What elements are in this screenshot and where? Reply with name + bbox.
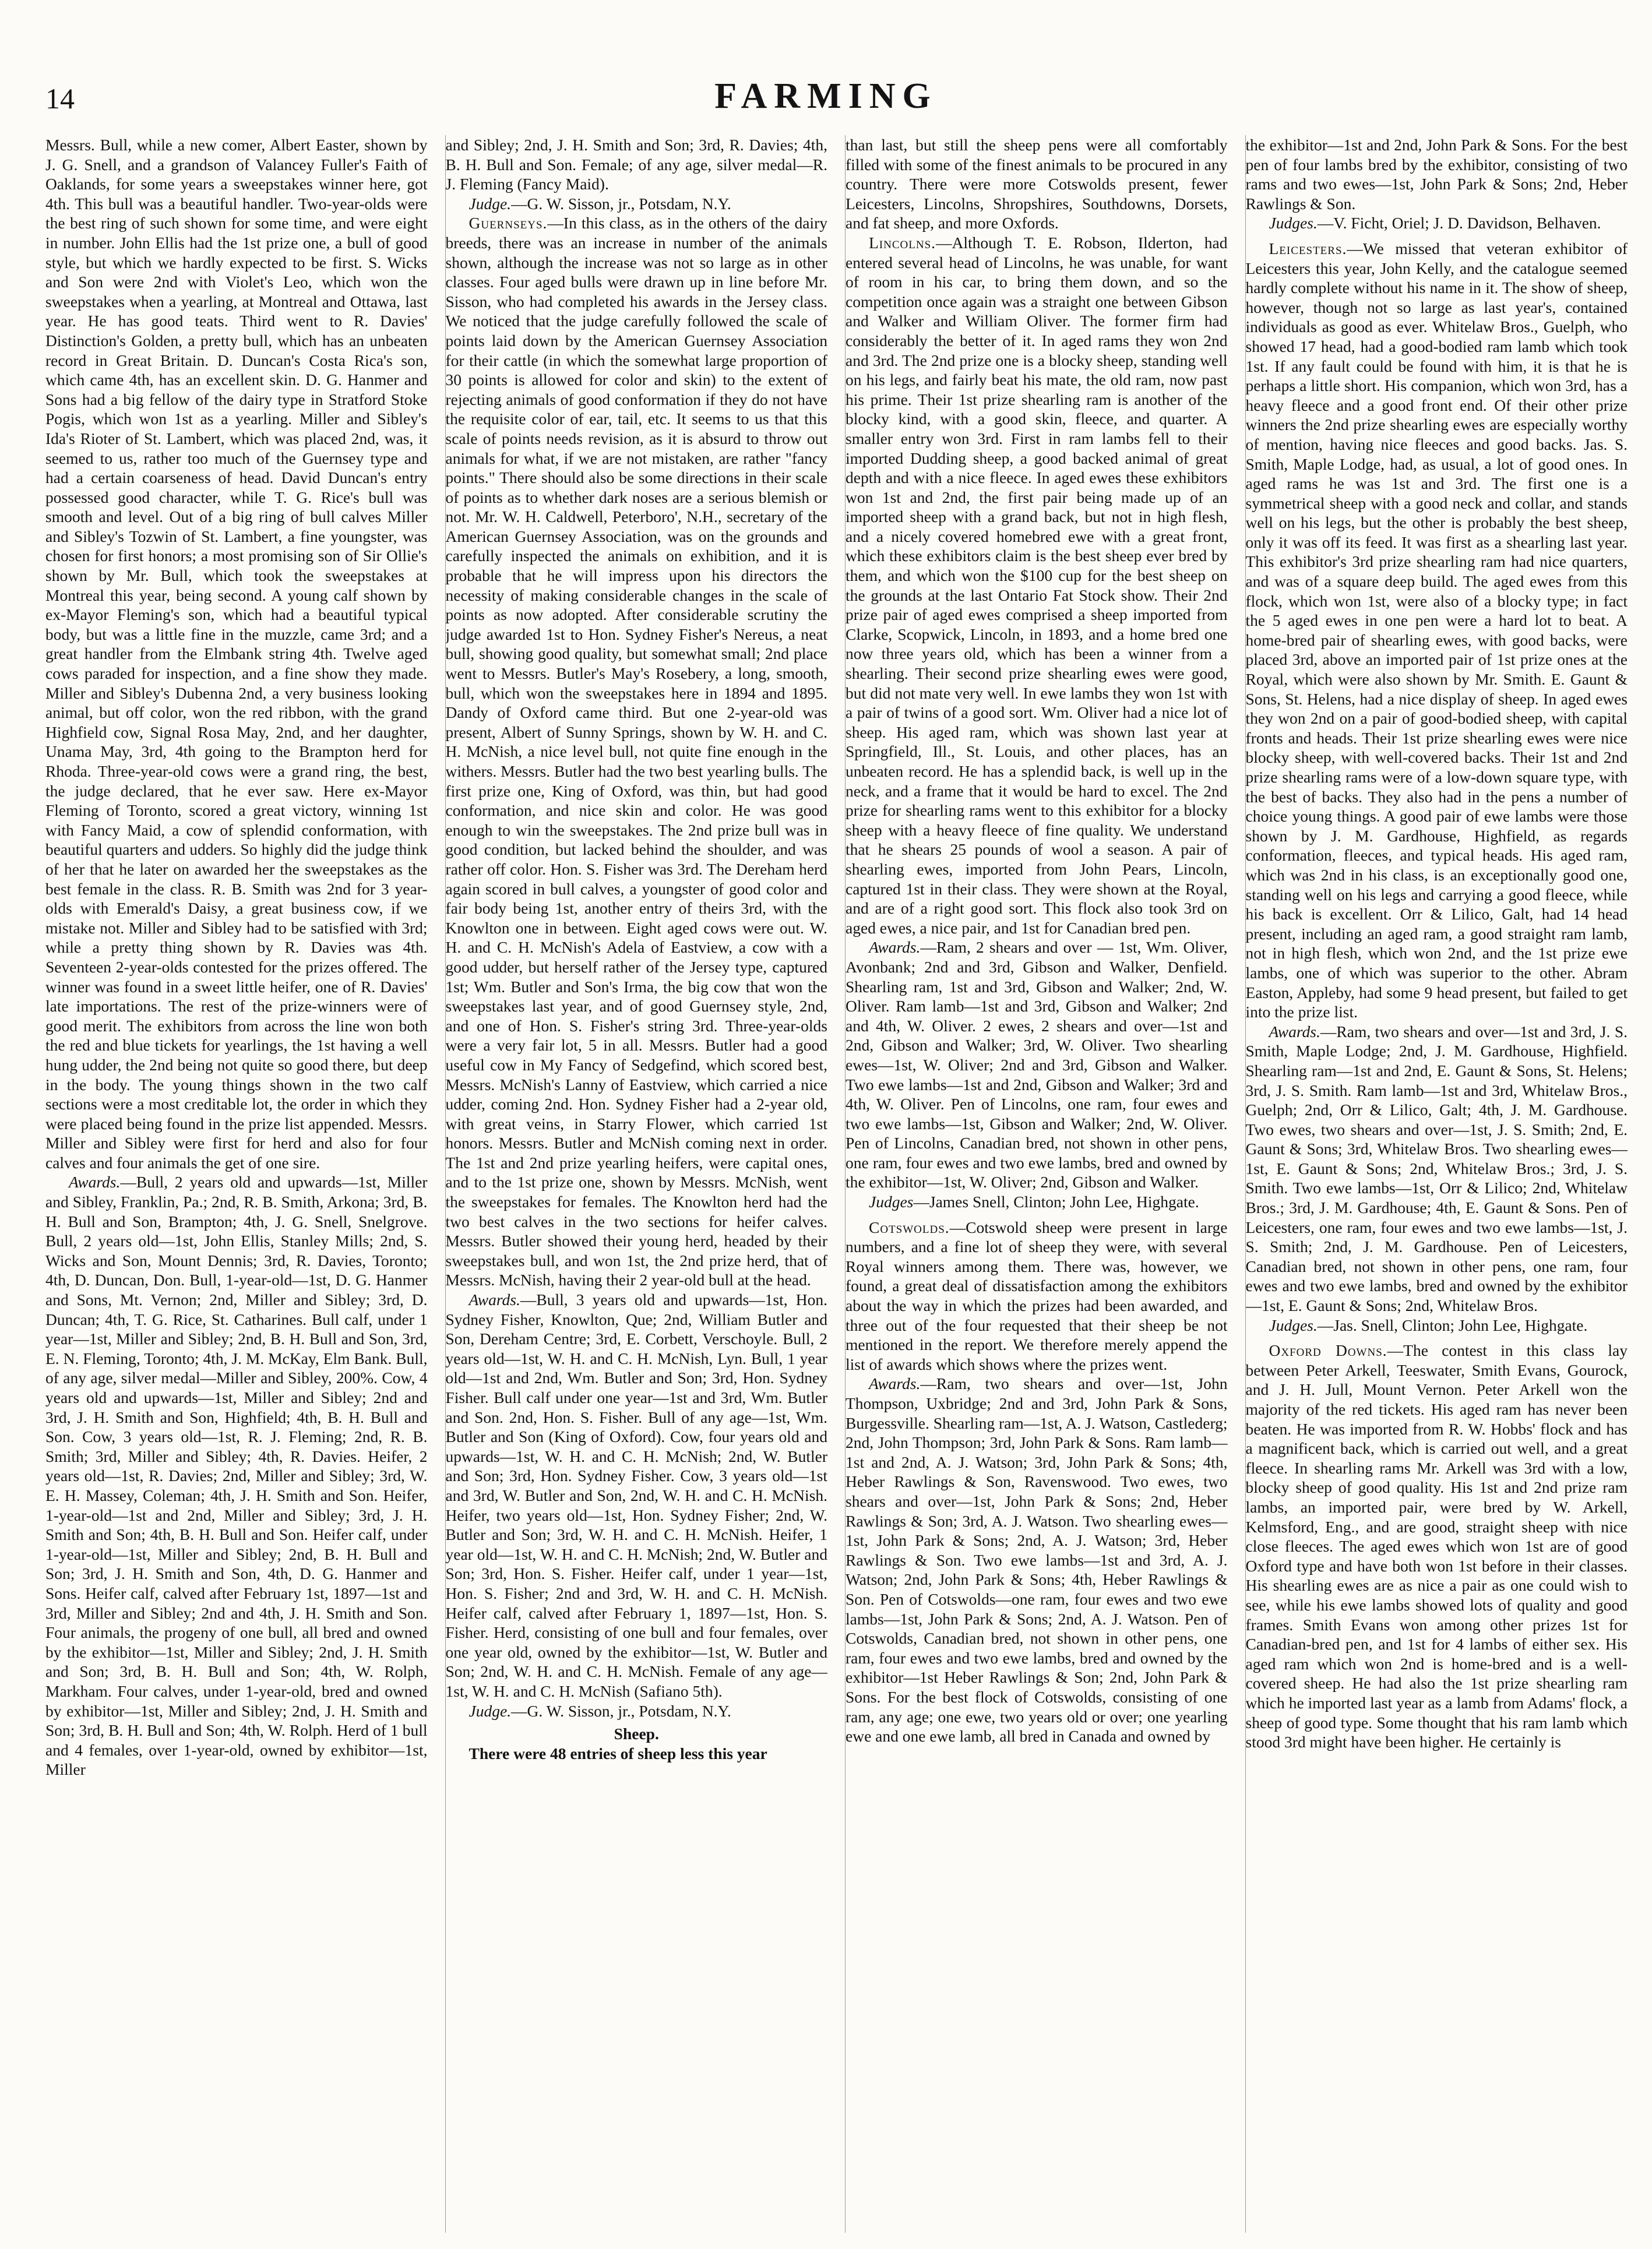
awards-paragraph xyxy=(846,1374,1228,1746)
paragraph: Messrs. Bull, while a new comer, Albert Easter, shown by J. G. Snell, and a grandson of Valancey Fuller's Faith of Oaklands, for some years a sweepstakes winner here, got 4th. This bull was a beautiful handler. Two-year-olds were the best ring of such shown for some time, and were eight in number. John Ellis had the 1st prize one, a bull of good style, but which we hardly expected to be first. S. Wicks and Son were 2nd with Violet's Leo, which won the sweepstakes when a yearling, at Montreal and Ottawa, last year. He has good teats. Third went to R. Davies' Distinction's Golden, a pretty bull, which has an unbeaten record in Great Britain. D. Duncan's Costa Rica's son, which came 4th, has an excellent skin. D. G. Hanmer and Sons had a big fellow of the dairy type in Stratford Stoke Pogis, which won 1st as a yearling. Miller and Sibley's Ida's Rioter of St. Lambert, which was placed 2nd, was, it seemed to us, rather too much of the Guernsey type and had a certain coarseness of head. David Duncan's entry possessed good character, while T. G. Rice's bull was smooth and level. Out of a big ring of bull calves Miller and Sibley's Tozwin of St. Lambert, a fine youngster, was chosen for first honors; a most promising son of Sir Ollie's shown by Mr. Bull, which took the sweepstakes at Montreal this year, being second. A young calf shown by ex-Mayor Fleming's son, which had a beautiful typical body, but was a little fine in the muzzle, came 3rd; and a great handler from the Elmbank string 4th. Twelve aged cows paraded for inspection, and a fine show they made. Miller and Sibley's Dubenna 2nd, a very business looking animal, but off color, won the red ribbon, with the grand Highfield cow, Signal Rosa May, 2nd, and her daughter, Unama May, 3rd, 4th going to the Brampton herd for Rhoda. Three-year-old cows were a grand ring, the best, the judge declared, that he ever saw. Here ex-Mayor Fleming of Toronto, scored a great victory, winning 1st with Fancy Maid, a cow of splendid conformation, with beautiful quarters and udders. So highly did the judge think of her that he later on awarded her the sweepstakes as the best female in the class. R. B. Smith was 2nd for 3 year-olds with Emerald's Daisy, a great business cow, if we mistake not. Miller and Sibley had to be satisfied with 3rd; while a pretty thing shown by R. Davies was 4th. Seventeen 2-year-olds contested for the prizes offered. The winner was found in a sweet little heifer, one of R. Davies' late importations. The rest of the prize-winners were of good merit. The exhibitors from across the line won both the red and blue tickets for yearlings, the 1st having a well hung udder, the 2nd being not quite so good there, but deep in the body. The young things shown in the two calf sections were a most creditable lot, the order in which they were placed being found in the prize list appended. Messrs. Miller and Sibley were first for herd and also for four calves and four animals the get of one sire. xyxy=(45,136,428,1172)
awards-text: —Bull, 2 years old and upwards—1st, Miller and Sibley, Franklin, Pa.; 2nd, R. B. Smith, Arkona; 3rd, B. H. Bull and Son, Brampton; 4th, J. G. Snell, Snelgrove. Bull, 2 years old—1st, John Ellis, Stanley Mills; 2nd, S. Wicks and Son, Mount Dennis; 3rd, R. Davies, Toronto; 4th, D. Duncan, Don. Bull, 1-year-old—1st, D. G. Hanmer and Sons, Mt. Vernon; 2nd, Miller and Sibley; 3rd, D. Duncan; 4th, T. G. Rice, St. Catharines. Bull calf, under 1 year—1st, Miller and Sibley; 2nd, B. H. Bull and Son, 3rd, E. N. Fleming, Toronto; 4th, J. M. McKay, Elm Bank. Bull, of any age, silver medal—Miller and Sibley, 200%. Cow, 4 years old and upwards—1st, Miller and Sibley; 2nd and 3rd, J. H. Smith and Son, Highfield; 4th, B. H. Bull and Son. Cow, 3 years old—1st, R. J. Fleming; 2nd, R. B. Smith; 3rd, Miller and Sibley; 4th, R. Davies. Heifer, 2 years old—1st, R. Davies; 2nd, Miller and Sibley; 3rd, W. E. H. Massey, Coleman; 4th, J. H. Smith and Son. Heifer, 1-year-old—1st and 2nd, Miller and Sibley; 3rd, J. H. Smith and Son; 4th, B. H. Bull and Son. Heifer calf, under 1-year-old—1st, Miller and Sibley; 2nd, B. H. Bull and Son; 3rd, J. H. Smith and Son, 4th, D. G. Hanmer and Sons. Heifer calf, calved after February 1st, 1897—1st and 3rd, Miller and Sibley; 2nd and 4th, J. H. Smith and Son. Four animals, the progeny of one bull, all bred and owned by the exhibitor—1st, Miller and Sibley; 2nd, J. H. Smith and Son; 3rd, B. H. Bull and Son; 4th, W. Rolph, Markham. Four calves, under 1-year-old, bred and owned by exhibitor—1st, Miller and Sibley; 2nd, J. H. Smith and Son; 3rd, B. H. Bull and Son; 4th, W. Rolph. Herd of 1 bull and 4 females, over 1-year-old, owned by exhibitor—1st, Miller xyxy=(45,1173,428,1779)
awards-text: —Ram, two shears and over—1st and 3rd, J. S. Smith, Maple Lodge; 2nd, J. M. Gardhouse, Highfield. Shearling ram—1st and 2nd, E. Gaunt & Sons, St. Helens; 3rd, J. S. Smith. Ram lamb—1st and 3rd, Whitelaw Bros., Guelph; 2nd, Orr & Lilico, Galt; 4th, J. M. Gardhouse. Two ewes, two shears and over—1st, J. S. Smith; 2nd, E. Gaunt & Sons; 3rd, Whitelaw Bros. Two shearling ewes—1st, E. Gaunt & Sons; 2nd, Whitelaw Bros.; 3rd, J. S. Smith. Two ewe lambs—1st, Orr & Lilico; 2nd, Whitelaw Bros.; 3rd, J. M. Gardhouse; 4th, E. Gaunt & Sons. Pen of Leicesters, one ram, four ewes and two ewe lambs—1st, J. S. Smith; 2nd, J. M. Gardhouse. Pen of Leicesters, Canadian bred, not shown in other pens, one ram, four ewes and two ewe lambs, bred and owned by the exhibitor—1st, E. Gaunt & Sons; 2nd, Whitelaw Bros. xyxy=(1245,1022,1628,1315)
paragraph: There were 48 entries of sheep less this year xyxy=(469,1744,767,1762)
section-paragraph xyxy=(1246,1341,1628,1751)
paragraph: the exhibitor—1st and 2nd, John Park & Sons. For the best pen of four lambs bred by the exhibitor, consisting of two rams and two ewes—1st, John Park & Sons; 2nd, Heber Rawlings & Son. xyxy=(1245,136,1628,213)
section-text: —Although T. E. Robson, Ilderton, had entered several head of Lincolns, he was unable, for want of room in his car, to bring them down, and so the competition once again was a straight one between Gibson and Walker and William Oliver. The former firm had considerably the better of it. In aged rams they won 2nd and 3rd. The 2nd prize one is a blocky sheep, standing well on his legs, and fairly beat his mate, the old ram, now past his prime. Their 1st prize shearling ram is another of the blocky kind, with a good skin, fleece, and quarter. A smaller entry won 3rd. First in ram lambs fell to their imported Dudding sheep, a good backed animal of great depth and with a nice fleece. In aged ewes these exhibitors won 1st and 2nd, the first pair being made up of an imported sheep with a grand back, but not in high flesh, and a nicely covered homebred ewe with a great front, which these exhibitors claim is the best sheep ever bred by them, and which won the $100 cup for the best sheep on the grounds at the last Ontario Fat Stock show. Their 2nd prize pair of aged ewes comprised a sheep imported from Clarke, Scopwick, Lincoln, in 1893, and a home bred one now three years old, which has been a winner from a shearling. Their second prize shearling ewes were good, but did not mate very well. In ewe lambs they won 1st with a pair of twins of a good sort. Wm. Oliver had a nice lot of sheep. His aged ram, which was shown last year at Springfield, Ill., St. Louis, and other places, has an unbeaten record. He has a splendid back, is well up in the neck, and a frame that it would be hard to excel. The 2nd prize for shearling rams went to this exhibitor for a blocky sheep with a heavy fleece of fine quality. We understand that he shears 25 pounds of wool a season. A pair of shearling ewes, imported from John Pears, Lincoln, captured 1st in their class. They were shown at the Royal, and are of a right good sort. This flock also took 3rd on aged ewes, a nice pair, and 1st for Canadian bred pen. xyxy=(846,233,1228,937)
columns xyxy=(45,135,1628,2233)
awards-label: Awards. xyxy=(69,1173,121,1192)
awards-paragraph xyxy=(846,937,1228,1192)
judge-label: Judges xyxy=(869,1193,914,1211)
judge-line xyxy=(846,1192,1228,1212)
judge-text: —Jas. Snell, Clinton; John Lee, Highgate. xyxy=(1317,1316,1588,1334)
judge-line xyxy=(1246,1316,1628,1335)
judge-text: —G. W. Sisson, jr., Potsdam, N.Y. xyxy=(511,1701,731,1720)
awards-label: Awards. xyxy=(869,1374,921,1393)
section-text: —The contest in this class lay between Peter Arkell, Teeswater, Smith Evans, Gourock, and J. H. Jull, Mount Vernon. Peter Arkell won the majority of the red tickets. His aged ram has never been beaten. He was imported from R. W. Hobbs' flock and has a magnificent back, which is carried out well, and a great fleece. In shearling rams Mr. Arkell was 3rd with a low, blocky sheep of good quality. His 1st and 2nd prize ram lambs, an imported pair, were bred by W. Arkell, Kelmsford, Eng., and are good, straight sheep with nice close fleeces. The aged ewes which won 1st are of good Oxford type and have both won 1st before in their classes. His shearling ewes are as nice a pair as one could wish to see, while his ewe lambs showed lots of quality and good frames. Smith Evans won among other prizes 1st for Canadian-bred pen, and 1st for 4 lambs of either sex. His aged ram which won 2nd is home-bred and is a well-covered sheep. He had also the 1st prize shearling ram which he imported last year as a lamb from Adams' flock, a sheep of good type. Some thought that his ram lamb which stood 3rd might have been higher. He certainly is xyxy=(1245,1341,1628,1751)
section-text: —Cotswold sheep were present in large numbers, and a fine lot of sheep they were, with several Royal winners among them. There was, however, we found, a great deal of dissatisfaction among the exhibitors about the way in which the prizes had been awarded, and three out of the four requested that their sheep be not mentioned in the report. We therefore merely append the list of awards which shows where the prizes went. xyxy=(846,1218,1228,1373)
paragraph: than last, but still the sheep pens were all comfortably filled with some of the finest animals to be procured in any country. There were more Cotswolds present, fewer Leicesters, Lincolns, Shropshires, Southdowns, Dorsets, and fat sheep, and more Oxfords. xyxy=(846,136,1228,232)
awards-label: Awards. xyxy=(469,1291,520,1309)
judge-label: Judges. xyxy=(1269,1316,1318,1334)
judge-label: Judges. xyxy=(1269,214,1318,232)
section-label: Lincolns. xyxy=(869,233,936,252)
section-label: Leicesters. xyxy=(1269,239,1347,258)
judge-text: —V. Ficht, Oriel; J. D. Davidson, Belhaven. xyxy=(1317,214,1601,232)
awards-label: Awards. xyxy=(869,938,921,957)
awards-paragraph xyxy=(1246,1022,1628,1316)
column-3 xyxy=(845,135,1228,2233)
section-label: Guernseys. xyxy=(469,214,548,232)
judge-label: Judge. xyxy=(469,194,512,213)
page-number: 14 xyxy=(45,82,75,115)
section-heading-sheep: Sheep. xyxy=(614,1725,659,1743)
section-text: —We missed that veteran exhibitor of Leicesters this year, John Kelly, and the catalogue seemed hardly complete without his name in it. The show of sheep, however, though not so large as last year's, contained individuals as good as ever. Whitelaw Bros., Guelph, who showed 17 head, had a good-bodied ram lamb which took 1st. If any fault could be found with him, it is that he is perhaps a little short. His companion, which won 3rd, has a heavy fleece and a good front end. Of their other prize winners the 2nd prize shearling ewes are especially worthy of mention, having nice fleeces and good backs. Jas. S. Smith, Maple Lodge, had, as usual, a lot of good ones. In aged rams he was 1st and 3rd. The first one is a symmetrical sheep with a good neck and collar, and stands well on his legs, but the other is probably the best sheep, only it was off its feed. It was first as a shearling last year. This exhibitor's 3rd prize shearling ram had nice quarters, and was of a square deep build. The aged ewes from this flock, which won 1st, were also of a blocky type; in fact the 5 aged ewes in one pen were a hard lot to beat. A home-bred pair of shearling ewes, with good backs, were placed 3rd, above an imported pair of 1st prize ones at the Royal, which were also shown by Mr. Smith. E. Gaunt & Sons, St. Helens, had a nice display of sheep. In aged ewes they won 2nd on a pair of good-bodied sheep, with capital fronts and heads. Their 1st prize shearling ewes were nice blocky sheep, with well-covered backs. Their 1st and 2nd prize shearling rams were of a low-down square type, with the best of backs. They also had in the pens a number of choice young things. A good pair of ewe lambs were those shown by J. M. Gardhouse, Highfield, as regards conformation, fleeces, and typical heads. His aged ram, which was 2nd in his class, is an exceptionally good one, standing well on his legs and carrying a good fleece, while his back is excellent. Orr & Lilico, Galt, had 14 head present, including an aged ram, a good straight ram lamb, not in high flesh, which won 2nd, and the 1st prize ewe lambs, one of which was superior to the other. Abram Easton, Appleby, had some 9 head present, but failed to get into the prize list. xyxy=(1245,239,1628,1021)
section-text: —In this class, as in the others of the dairy breeds, there was an increase in number of the animals shown, although the increase was not so large as in other classes. Four aged bulls were drawn up in line before Mr. Sisson, who had completed his awards in the Jersey class. We noticed that the judge carefully followed the scale of points laid down by the American Guernsey Association for their cattle (in which the somewhat large proportion of 30 points is allowed for color and skin) to the extent of rejecting animals of good conformation if they do not have the requisite color of ear, tail, etc. It seems to us that this scale of points needs revision, as it is absurd to throw out animals for what, if we are not mistaken, are rather "fancy points." There should also be some directions in their scale of points as to whether dark noses are a serious blemish or not. Mr. W. H. Caldwell, Peterboro', N.H., secretary of the American Guernsey Association, was on the grounds and carefully inspected the animals on exhibition, and it is probable that he will impress upon his directors the necessity of making considerable changes in the scale of points as now adopted. After considerable scrutiny the judge awarded 1st to Hon. Sydney Fisher's Nereus, a neat bull, showing good quality, but somewhat small; 2nd place went to Messrs. Butler's May's Rosebery, a long, smooth, bull, which won the sweepstakes here in 1894 and 1895. Dandy of Oxford came third. But one 2-year-old was present, Albert of Sunny Springs, shown by W. H. and C. H. McNish, a nice level bull, not quite fine enough in the withers. Messrs. Butler had the two best yearling bulls. The first prize one, King of Oxford, was thin, but had good conformation, and nice skin and color. He was good enough to win the sweepstakes. The 2nd prize bull was in good condition, but lacked behind the shoulder, and was rather off color. Hon. S. Fisher was 3rd. The Dereham herd again scored in bull calves, a youngster of good color and fair body being 1st, another entry of theirs 3rd, with the Knowlton one in between. Eight aged cows were out. W. H. and C. H. McNish's Adela of Eastview, a cow with a good udder, but herself rather of the Jersey type, captured 1st; Wm. Butler and Son's Irma, the big cow that won the sweepstakes last year, and of good Guernsey style, 2nd, and one of Hon. S. Fisher's string 3rd. Three-year-olds were a very fair lot, 5 in all. Messrs. Butler had a good useful cow in My Fancy of Sedgefind, which scored best, Messrs. McNish's Lanny of Eastview, which carried a nice udder, coming 2nd. Hon. Sydney Fisher had a 2-year old, with great veins, in Starry Flower, which carried 1st honors. Messrs. Butler and McNish coming next in order. The 1st and 2nd prize yearling heifers, were capital ones, and to the 1st prize one, shown by Messrs. McNish, went the sweepstakes for females. The Knowlton herd had the two best calves in the two sections for heifer calves. Messrs. Butler showed their young herd, headed by their sweepstakes bull, and won 1st, the 2nd prize herd, that of Messrs. McNish, having their 2 year-old bull at the head. xyxy=(445,214,827,1289)
awards-paragraph xyxy=(446,1290,828,1701)
column-2 xyxy=(445,135,828,2233)
judge-label: Judge. xyxy=(469,1701,512,1720)
section-paragraph xyxy=(846,1218,1228,1374)
awards-text: —Ram, two shears and over—1st, John Thompson, Uxbridge; 2nd and 3rd, John Park & Sons, Burgessville. Shearling ram—1st, A. J. Watson, Castlederg; 2nd, John Thompson; 3rd, John Park & Sons. Ram lamb—1st and 2nd, A. J. Watson; 3rd, John Park & Sons; 4th, Heber Rawlings & Son, Ravenswood. Two ewes, two shears and over—1st, John Park & Sons; 2nd, Heber Rawlings & Son; 3rd, A. J. Watson. Two shearling ewes—1st, John Park & Sons; 2nd, A. J. Watson; 3rd, Heber Rawlings & Son. Two ewe lambs—1st and 3rd, A. J. Watson; 2nd, John Park & Sons; 4th, Heber Rawlings & Son. Pen of Cotswolds—one ram, four ewes and two ewe lambs—1st, John Park & Sons; 2nd, A. J. Watson. Pen of Cotswolds, Canadian bred, not shown in other pens, one ram, four ewes and two ewe lambs, bred and owned by the exhibitor—1st Heber Rawlings & Son; 2nd, John Park & Sons. For the best flock of Cotswolds, consisting of one ram, any age; one ewe, two years old or over; one yearling ewe and one ewe lamb, all bred in Canada and owned by xyxy=(846,1374,1228,1746)
section-paragraph xyxy=(1246,239,1628,1022)
section-paragraph xyxy=(846,233,1228,937)
judge-line xyxy=(446,194,828,214)
judge-line xyxy=(446,1701,828,1721)
column-4 xyxy=(1245,135,1628,2233)
awards-paragraph xyxy=(45,1172,428,1779)
paragraph: and Sibley; 2nd, J. H. Smith and Son; 3rd, R. Davies; 4th, B. H. Bull and Son. Female; of any age, silver medal—R. J. Fleming (Fancy Maid). xyxy=(445,136,827,193)
section-label: Oxford Downs. xyxy=(1269,1341,1387,1360)
running-head: FARMING xyxy=(714,76,938,116)
judge-text: —G. W. Sisson, jr., Potsdam, N.Y. xyxy=(511,194,731,213)
awards-label: Awards. xyxy=(1269,1022,1320,1041)
awards-text: —Bull, 3 years old and upwards—1st, Hon. Sydney Fisher, Knowlton, Que; 2nd, William Butler and Son, Dereham Centre; 3rd, E. Corbett, Verschoyle. Bull, 2 years old—1st, W. H. and C. H. McNish, Lyn. Bull, 1 year old—1st and 2nd, Wm. Butler and Son; 3rd, Hon. Sydney Fisher. Bull calf under one year—1st and 3rd, Wm. Butler and Son. 2nd, Hon. S. Fisher. Bull of any age—1st, Wm. Butler and Son (King of Oxford). Cow, four years old and upwards—1st, W. H. and C. H. McNish; 2nd, W. Butler and Son; 3rd, Hon. Sydney Fisher. Cow, 3 years old—1st and 3rd, W. Butler and Son, 2nd, W. H. and C. H. McNish. Heifer, two years old—1st, Hon. Sydney Fisher; 2nd, W. Butler and Son; 3rd, W. H. and C. H. McNish. Heifer, 1 year old—1st, W. H. and C. H. McNish; 2nd, W. Butler and Son; 3rd, Hon. S. Fisher. Heifer calf, under 1 year—1st, Hon. S. Fisher; 2nd and 3rd, W. H. and C. H. McNish. Heifer calf, calved after February 1, 1897—1st, Hon. S. Fisher. Herd, consisting of one bull and four females, over one year old, owned by the exhibitor—1st, W. Butler and Son; 2nd, W. H. and C. H. McNish. Female of any age—1st, W. H. and C. H. McNish (Safiano 5th). xyxy=(445,1291,827,1700)
awards-text: —Ram, 2 shears and over — 1st, Wm. Oliver, Avonbank; 2nd and 3rd, Gibson and Walker, Denfield. Shearling ram, 1st and 3rd, Gibson and Walker; 2nd, W. Oliver. Ram lamb—1st and 3rd, Gibson and Walker; 2nd and 4th, W. Oliver. 2 ewes, 2 shears and over—1st and 2nd, Gibson and Walker; 3rd, W. Oliver. Two shearling ewes—1st, W. Oliver; 2nd and 3rd, Gibson and Walker. Two ewe lambs—1st and 2nd, Gibson and Walker; 3rd and 4th, W. Oliver. Pen of Lincolns, one ram, four ewes and two ewe lambs—1st, Gibson and Walker; 2nd, W. Oliver. Pen of Lincolns, Canadian bred, not shown in other pens, one ram, four ewes and two ewe lambs, bred and owned by the exhibitor—1st, W. Oliver; 2nd, Gibson and Walker. xyxy=(846,938,1228,1192)
judge-line xyxy=(1246,213,1628,233)
column-1 xyxy=(45,135,428,2233)
judge-text: —James Snell, Clinton; John Lee, Highgate. xyxy=(913,1193,1199,1211)
section-paragraph xyxy=(446,213,828,1290)
section-label: Cotswolds. xyxy=(869,1218,950,1236)
